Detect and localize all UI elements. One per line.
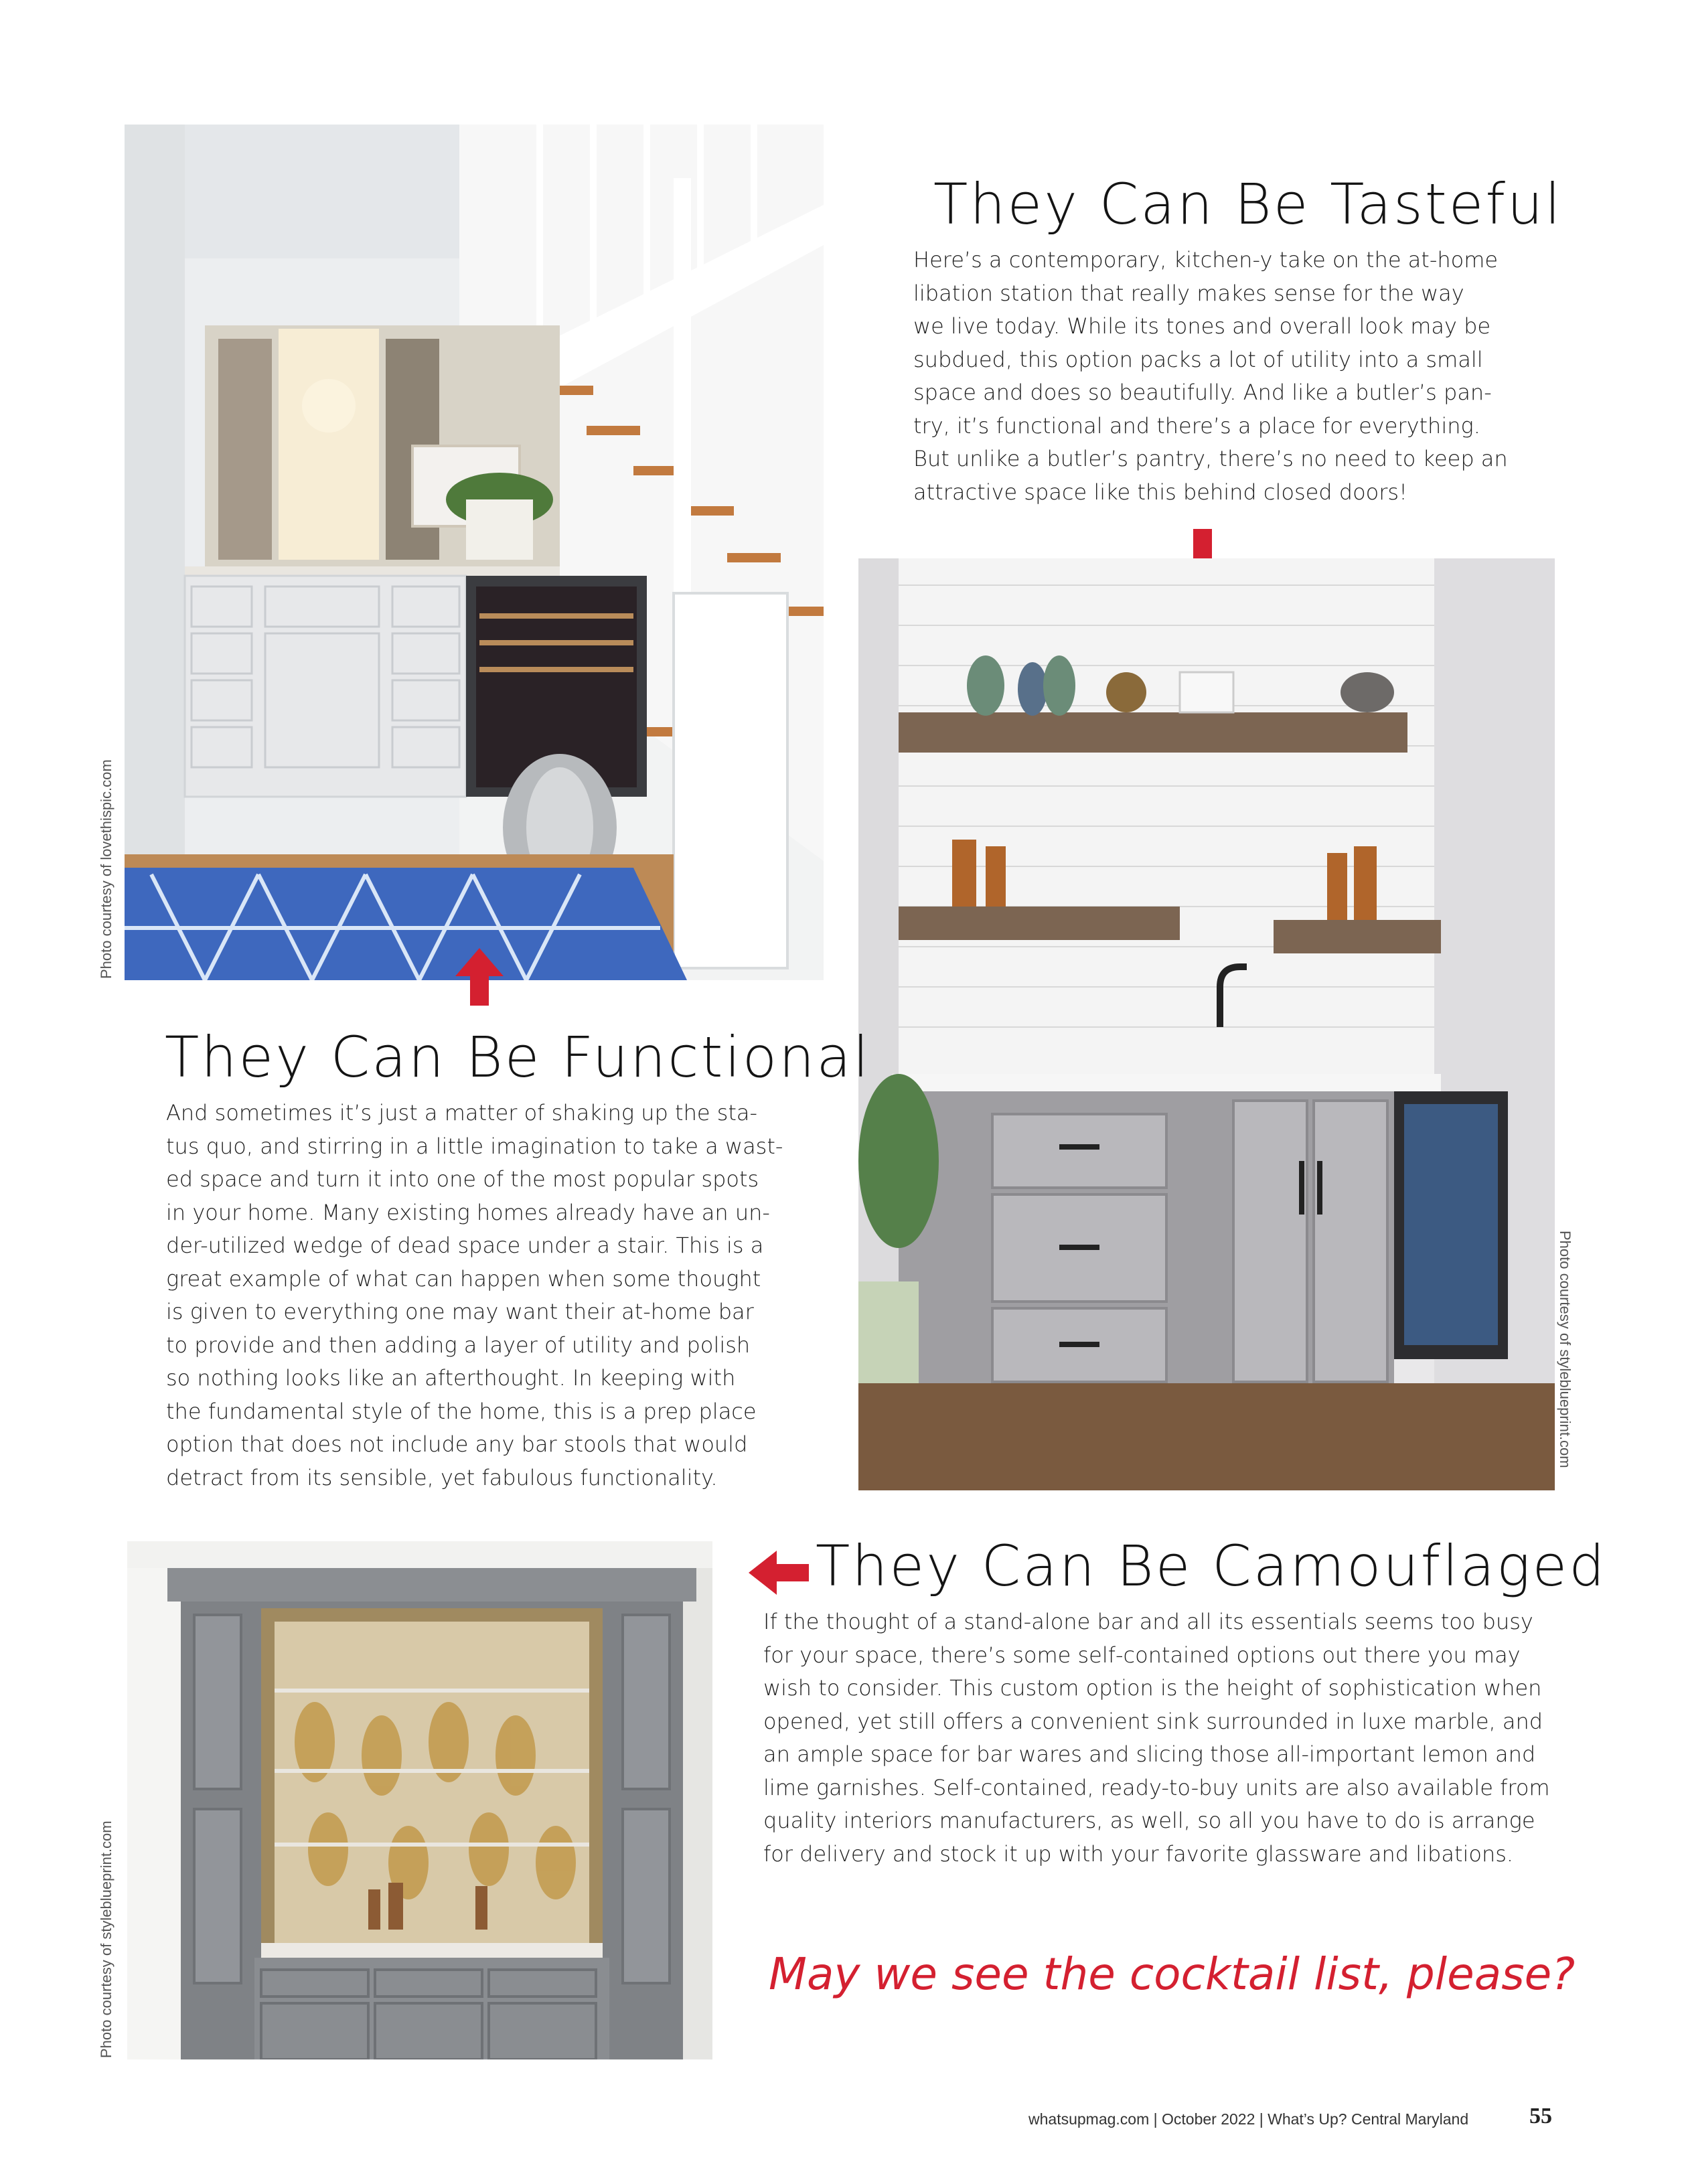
arrow-left-icon <box>749 1551 809 1595</box>
kitchen-bar-photo-credit: Photo courtesy of styleblueprint.com <box>1557 1231 1574 1468</box>
cabinet-bar-photo-credit: Photo courtesy of styleblueprint.com <box>98 1820 114 2058</box>
arrow-up-icon <box>455 948 504 1006</box>
tasteful-body: Here’s a contemporary, kitchen-y take on the at-home libation station that really makes sense for the way we live today. While its tones and overall look may be subdued, this option packs a lot of utility into a small space and does so beautifully. And like a butler’s pan- try, it’s functional and there’s a place for everything. But unlike a butler’s pantry, there’s no need to keep an attractive space like this behind closed doors! <box>913 247 1508 505</box>
footer-text: whatsupmag.com | October 2022 | What’s Up? Central Maryland <box>1028 2110 1469 2128</box>
closing-line: May we see the cocktail list, please? <box>769 1948 1576 2000</box>
kitchen-bar-photo <box>858 558 1555 1490</box>
stair-bar-photo-credit: Photo courtesy of lovethispic.com <box>98 759 114 979</box>
cabinet-bar-photo <box>127 1541 712 2059</box>
stair-bar-photo <box>125 125 824 980</box>
page-number: 55 <box>1529 2104 1552 2128</box>
tasteful-heading: They Can Be Tasteful <box>933 171 1563 237</box>
camouflaged-heading: They Can Be Camouflaged <box>816 1533 1607 1599</box>
functional-heading: They Can Be Functional <box>165 1024 871 1090</box>
camouflaged-body: If the thought of a stand-alone bar and all its essentials seems too busy for your space, there’s some self-contained options out there you may wish to consider. This custom option is the height of sophistication when opened, yet still offers a convenient sink surrounded in luxe marble, and an ample space for bar wares and slicing those all-important lemon and lime garnishes. Self-contained, ready-to-buy units are also available from quality interiors manufacturers, as well, so all you have to do is arrange for delivery and stock it up with your favorite glassware and libations. <box>763 1609 1550 1867</box>
functional-body: And sometimes it’s just a matter of shaking up the sta- tus quo, and stirring in a little imagination to take a wast- ed space and turn it into one of the most popular spots in your home. Many existing homes already have an un- der-utilized wedge of dead space under a stair. This is a great example of what can happen when some thought is given to everything one may want their at-home bar to provide and then adding a layer of utility and polish so nothing looks like an afterthought. In keeping with the fundamental style of the home, this is a prep place option that does not include any bar stools that would detract from its sensible, yet fabulous functionality. <box>166 1100 783 1490</box>
